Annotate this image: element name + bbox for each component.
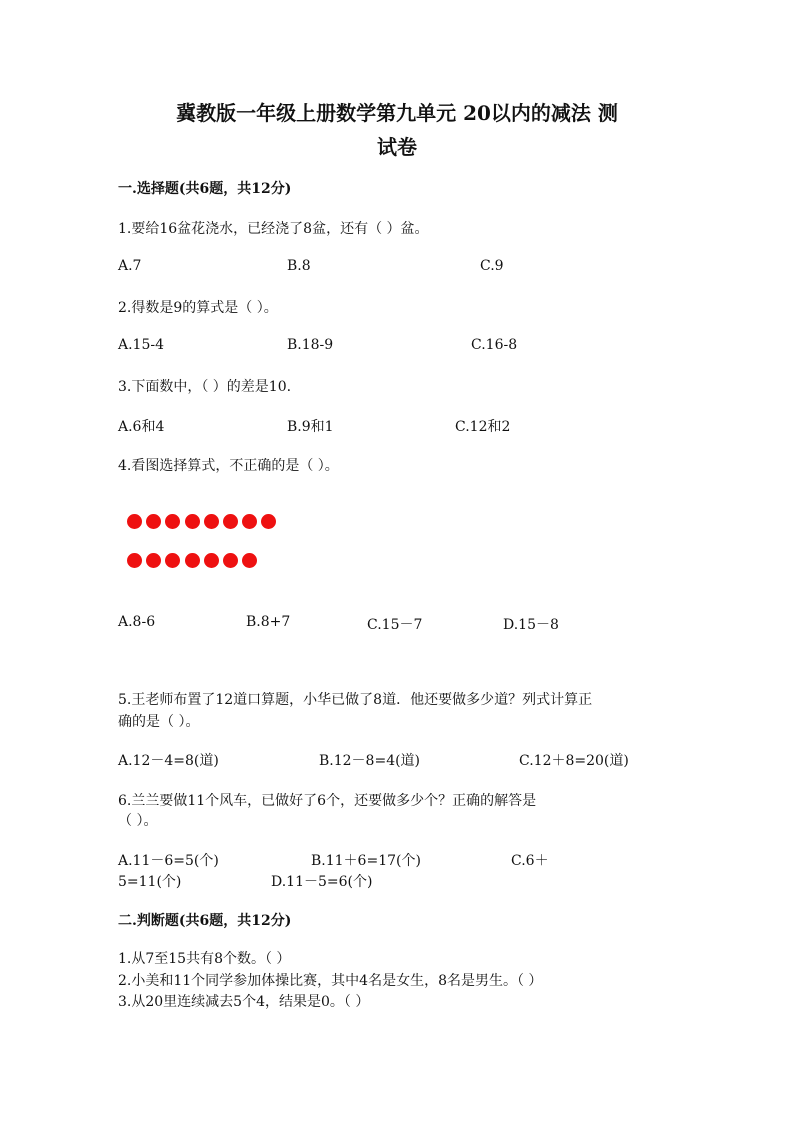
question-5-line-1: 5.王老师布置了12道口算题，小华已做了8道．他还要做多少道？列式计算正 [118, 692, 593, 708]
q2-option-c: C.16-8 [471, 337, 518, 353]
q4-option-d: D.15－8 [503, 617, 559, 633]
q6-option-c: C.6＋ [511, 853, 549, 869]
q1-option-b: B.8 [287, 258, 311, 274]
section-heading-judge: 二.判断题(共6题，共12分) [118, 913, 292, 929]
red-dot [223, 553, 238, 568]
red-dot [185, 553, 200, 568]
q6-option-d: D.11－5=6(个) [271, 874, 373, 890]
question-1: 1.要给16盆花浇水，已经浇了8盆，还有（ ）盆。 [118, 221, 429, 237]
red-dot [185, 514, 200, 529]
title-line-1: 冀教版一年级上册数学第九单元 20以内的减法 测 [176, 101, 618, 125]
red-dot [146, 553, 161, 568]
q3-option-b: B.9和1 [287, 419, 334, 435]
red-dot [204, 514, 219, 529]
q2-option-a: A.15-4 [118, 337, 165, 353]
question-2: 2.得数是9的算式是（ ）。 [118, 300, 278, 316]
q3-option-a: A.6和4 [118, 419, 165, 435]
q6-option-b: B.11＋6=17(个) [311, 853, 421, 869]
question-4: 4.看图选择算式，不正确的是（ ）。 [118, 458, 339, 474]
red-dot [242, 514, 257, 529]
q4-option-a: A.8-6 [118, 614, 156, 630]
question-3: 3.下面数中，（ ）的差是10. [118, 379, 292, 395]
q6-option-a: A.11－6=5(个) [118, 853, 219, 869]
question-6-line-1: 6.兰兰要做11个风车，已做好了6个，还要做多少个？正确的解答是 [118, 793, 537, 809]
q4-option-c: C.15－7 [367, 617, 423, 633]
question-6-line-2: （ ）。 [118, 813, 158, 829]
q1-option-c: C.9 [480, 258, 504, 274]
title-line-2: 试卷 [377, 135, 417, 159]
red-dot [127, 514, 142, 529]
section-heading-choice: 一.选择题(共6题，共12分) [118, 181, 292, 197]
q5-option-c: C.12＋8=20(道) [519, 753, 629, 769]
q2-option-b: B.18-9 [287, 337, 334, 353]
red-dot [223, 514, 238, 529]
q5-option-b: B.12－8=4(道) [319, 753, 421, 769]
judge-item-2: 2.小美和11个同学参加体操比赛，其中4名是女生，8名是男生。（ ） [118, 973, 543, 989]
red-dot [165, 553, 180, 568]
red-dot [242, 553, 257, 568]
red-dot [165, 514, 180, 529]
red-dot [146, 514, 161, 529]
q4-option-b: B.8+7 [246, 614, 291, 630]
q1-option-a: A.7 [118, 258, 142, 274]
judge-item-3: 3.从20里连续减去5个4，结果是0。（ ） [118, 994, 370, 1010]
red-dot [127, 553, 142, 568]
question-5-line-2: 确的是（ ）。 [118, 714, 200, 730]
page-title [110, 96, 684, 164]
judge-item-1: 1.从7至15共有8个数。（ ） [118, 951, 291, 967]
red-dot [261, 514, 276, 529]
q6-option-c-continued: 5=11(个) [118, 874, 182, 890]
red-dot [204, 553, 219, 568]
q3-option-c: C.12和2 [455, 419, 511, 435]
q5-option-a: A.12－4=8(道) [118, 753, 219, 769]
